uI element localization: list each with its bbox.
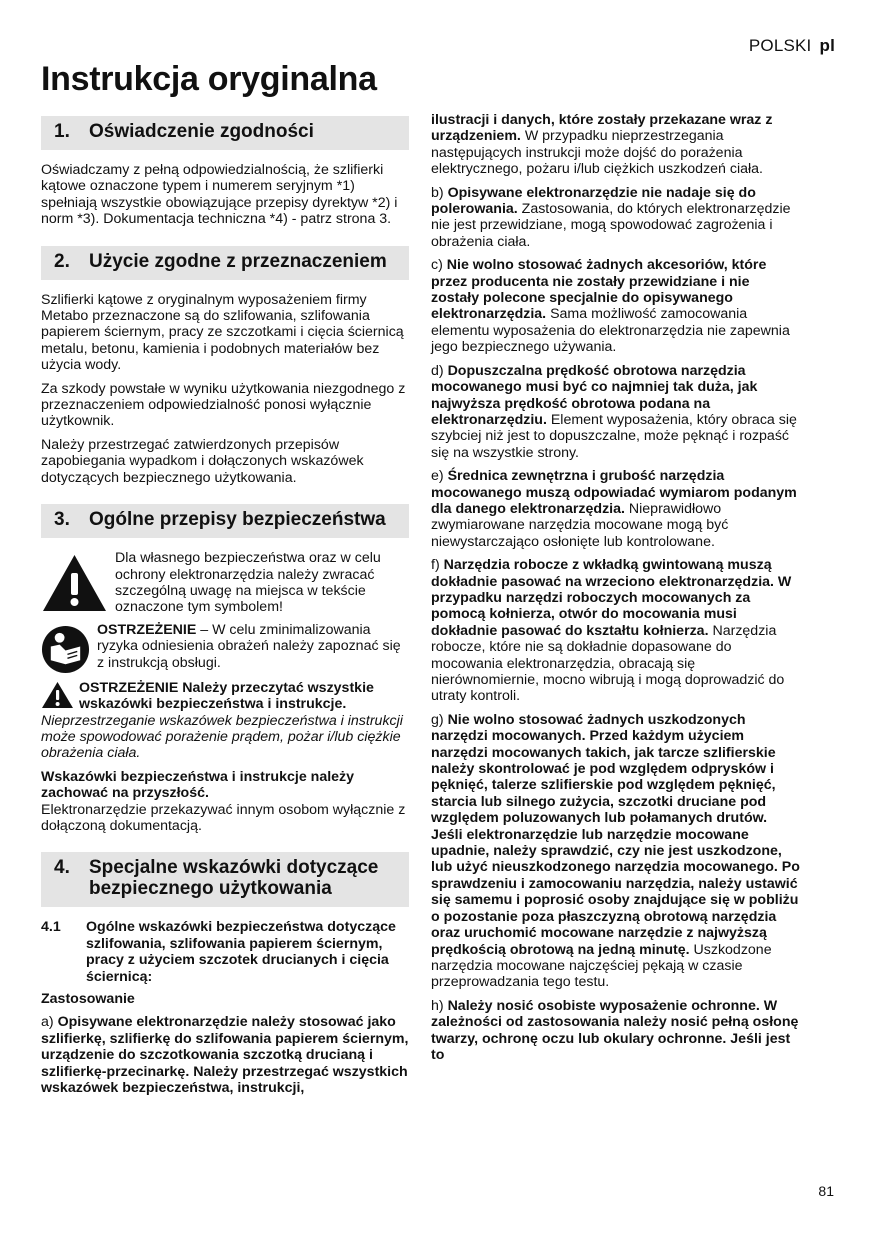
read-warning-label: OSTRZEŻENIE [97,621,197,638]
section-1-heading: 1. Oświadczenie zgodności [41,116,409,150]
read-warning-text: – W celu zminimalizowania ryzyka odniesienia obrażeń należy zapoznać się z instrukcją obsługi. [97,621,401,671]
item-e: e) Średnica zewnętrzna i grubość narzędzia mocowanego muszą odpowiadać wymiarom podanym dla danego elektronarzędzia. Nieprawidłowo zwymiarowane narzędzia mocowane mogą być niewystarczająco osłonięte lub kontrolowane. [431,468,797,550]
warning-bold-text: OSTRZEŻENIE Należy przeczytać wszystkie wskazówki bezpieczeństwa i instrukcje. [79,679,374,713]
section-1-title: Oświadczenie zgodności [89,121,314,142]
intended-use-text: Szlifierki kątowe z oryginalnym wyposażeniem firmy Metabo przeznaczone są do szlifowania, szlifowania papierem ściernym, pracy ze szczotkami i cięcia ściernicą metalu, betonu, kamienia i podobnych materiałów bez użycia wody. [41,291,404,374]
read-manual-icon [41,625,90,674]
subsection-4-1-heading: 4.1 Ogólne wskazówki bezpieczeństwa dotyczące szlifowania, szlifowania papierem ściernym, pracy z użyciem szczotek drucianych i cięcia ściernicą: [41,919,409,985]
regulations-text: Należy przestrzegać zatwierdzonych przepisów zapobiegania wypadkom i dołączonych wskazówek dotyczących bezpiecznego użytkowania. [41,436,364,486]
subsection-4-1-title: Ogólne wskazówki bezpieczeństwa dotyczące szlifowania, szlifowania papierem ściernym, pracy z użyciem szczotek drucianych i cięcia ściernicą: [86,919,396,985]
item-a-continued: ilustracji i danych, które zostały przekazane wraz z urządzeniem. W przypadku nieprzestrzegania następujących instrukcji może dojść do porażenia elektrycznego, pożaru i/lub ciężkich uszkodzeń ciała. [431,112,773,178]
liability-text: Za szkody powstałe w wyniku użytkowania niezgodnego z przeznaczeniem odpowiedzialność ponosi wyłącznie użytkownik. [41,380,406,430]
warning-text: Dla własnego bezpieczeństwa oraz w celu ochrony elektronarzędzia należy zwracać szczególną uwagę na miejsca w tekście oznaczone tym symbolem! [115,550,381,616]
section-3-heading: 3. Ogólne przepisy bezpieczeństwa [41,504,409,538]
section-4-title: Specjalne wskazówki dotyczące bezpiecznego użytkowania [89,857,379,900]
section-2-title: Użycie zgodne z przeznaczeniem [89,250,387,272]
section-4-heading: 4. Specjalne wskazówki dotyczące bezpiecznego użytkowania [41,852,409,907]
keep-instructions [41,769,409,835]
item-a: a) Opisywane elektronarzędzie należy stosować jako szlifierkę, szlifierkę do szlifowania papierem ściernym, urządzenie do szczotkowania szczotką drucianą i szlifierkę-przecinarkę. Należy przestrzegać wszystkich wskazówek bezpieczeństwa, instrukcji, [41,1014,409,1097]
warning-triangle-icon [41,553,108,613]
keep-text: Elektronarzędzie przekazywać innym osobom wyłącznie z dołączoną dokumentacją. [41,801,406,834]
section-2-heading: 2. Użycie zgodne z przeznaczeniem [41,246,409,280]
declaration-text: Oświadczamy z pełną odpowiedzialnością, że szlifierki kątowe oznaczone typem i numerem seryjnym *1) spełniają wszystkie obowiązujące przepisy dyrektyw *2) i norm *3). Dokumentacja techniczna *4) - patrz strona 3. [41,162,398,228]
keep-bold-text: Wskazówki bezpieczeństwa i instrukcje należy zachować na przyszłość. [41,768,355,802]
page-header [749,36,835,56]
item-c: c) Nie wolno stosować żadnych akcesoriów, które przez producenta nie zostały przewidziane i nie zostały polecone specjalnie do opisywanego elektronarzędzia. Sama możliwość zamocowania elementu wyposażenia do elektronarzędzia nie zapewnia jego bezpiecznego używania. [431,257,790,356]
language-label: POLSKI [748,36,812,55]
read-manual-notice [41,622,409,674]
warning-notice [41,550,409,616]
language-code: pl [819,36,835,55]
right-column [431,112,801,1070]
item-d: d) Dopuszczalna prędkość obrotowa narzędzia mocowanego musi być co najmniej tak duża, jak najwyższa prędkość obrotowa podana na elektronarzędziu. Element wyposażenia, który obraca się szybciej niż jest to dopuszczalne, może pęknąć i rozpaść się na wszystkie strony. [431,362,797,461]
small-warning-icon [41,681,74,709]
item-b: b) Opisywane elektronarzędzie nie nadaje się do polerowania. Zastosowania, do których elektronarzędzie nie jest przewidziane, mogą spowodować zagrożenia i obrażenia ciała. [431,184,791,250]
page-title: Instrukcja oryginalna [41,60,377,98]
item-h: h) Należy nosić osobiste wyposażenie ochronne. W zależności od zastosowania należy nosić pełną osłonę twarzy, ochronę oczu lub okulary ochronne. Jeśli jest to [431,997,799,1063]
item-g: g) Nie wolno stosować żadnych uszkodzonych narzędzi mocowanych. Przed każdym użyciem narzędzi mocowanych takich, jak tarcze szlifierskie należy skontrolować je pod względem odprysków i pęknięć, talerze szlifierskie pod względem pęknięć, starcia lub silnego zużycia, szczotki druciane pod względem poluzowanych lub połamanych drutów. Jeśli elektronarzędzie lub narzędzie mocowane upadnie, należy sprawdzić, czy nie jest uszkodzone, lub użyć nieuszkodzonego narzędzia mocowanego. Po sprawdzeniu i zamocowaniu narzędzia, należy ustawić się samemu i poprosić osoby znajdujące się w pobliżu o pozostanie poza płaszczyzną obrotową narzędzia oraz uruchomić mocowane narzędzie z najwyższą prędkością obrotową na jedną minutę. Uszkodzone narzędzia mocowane najczęściej pękają w czasie przeprowadzania tego testu. [431,711,800,991]
zastosowanie-heading: Zastosowanie [41,991,135,1007]
page-number: 81 [818,1183,834,1199]
section-3-title: Ogólne przepisy bezpieczeństwa [89,509,386,531]
read-instructions-warning [41,680,409,762]
left-column [41,116,409,1103]
warning-italic-text: Nieprzestrzeganie wskazówek bezpieczeństwa i instrukcji może spowodować porażenie prądem, pożar i/lub ciężkie obrażenia ciała. [41,712,403,762]
item-f: f) Narzędzia robocze z wkładką gwintowaną muszą dokładnie pasować na wrzeciono elektronarzędzia. W przypadku narzędzi roboczych mocowanych za pomocą kołnierza, otwór do mocowania musi dokładnie pasować do kształtu kołnierza. Narzędzia robocze, które nie są dokładnie dopasowane do mocowania elektronarzędzia, obracają się nierównomiernie, mocno wibrują i mogą doprowadzić do utraty kontroli. [431,557,792,705]
